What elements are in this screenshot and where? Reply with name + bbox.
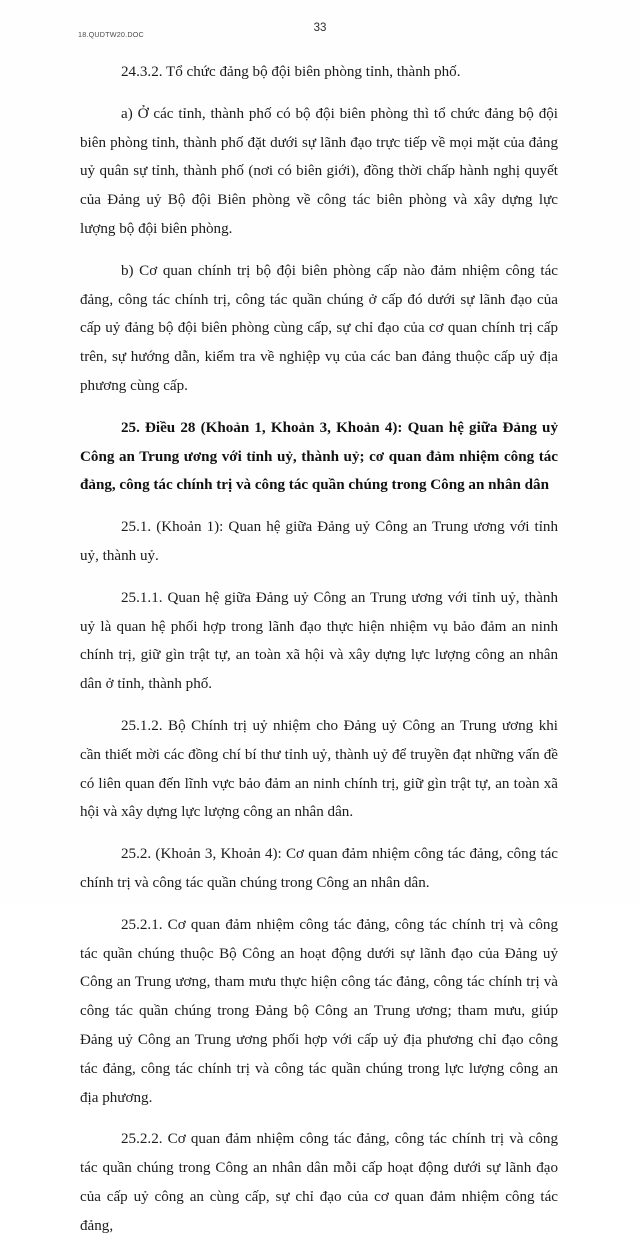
paragraph-24-3-2: 24.3.2. Tổ chức đảng bộ đội biên phòng tỉnh, thành phố. — [121, 64, 461, 80]
page-number-label: 33 — [313, 22, 327, 34]
paragraph-25-2-2: 25.2.2. Cơ quan đảm nhiệm công tác đảng, công tác chính trị và công tác quần chúng trong Công an nhân dân mỗi cấp hoạt động dưới sự lãnh đạo của cấp uỷ công an cùng cấp, sự chỉ đạo của cơ quan đảm nhiệm công tác đảng, — [80, 1131, 558, 1234]
document-code-label: 18.QUDTW20.DOC — [78, 30, 144, 39]
paragraph-25-1-1: 25.1.1. Quan hệ giữa Đảng uỷ Công an Trung ương với tỉnh uỷ, thành uỷ là quan hệ phối hợp trong lãnh đạo thực hiện nhiệm vụ bảo đảm an ninh chính trị, giữ gìn trật tự, an toàn xã hội và xây dựng lực lượng công an nhân dân ở tỉnh, thành phố. — [80, 589, 558, 693]
paragraph-25-2-1: 25.2.1. Cơ quan đảm nhiệm công tác đảng, công tác chính trị và công tác quần chúng thuộc Bộ Công an hoạt động dưới sự lãnh đạo của Đảng uỷ Công an Trung ương, tham mưu thực hiện công tác đảng, công tác chính trị và công tác quần chúng trong Đảng bộ Công an Trung ương; tham mưu, giúp Đảng uỷ Công an Trung ương phối hợp với cấp uỷ địa phương chỉ đạo công tác đảng, công tác chính trị và công tác quần chúng trong lực lượng công an địa phương. — [80, 916, 558, 1106]
paragraph-25-1: 25.1. (Khoản 1): Quan hệ giữa Đảng uỷ Công an Trung ương với tỉnh uỷ, thành uỷ. — [80, 519, 558, 564]
page-header — [0, 22, 640, 46]
paragraph-24-3-2-b: b) Cơ quan chính trị bộ đội biên phòng cấp nào đảm nhiệm công tác đảng, công tác chính trị, công tác quần chúng ở cấp đó dưới sự lãnh đạo của cấp uỷ đảng bộ đội biên phòng cùng cấp, sự chỉ đạo của cơ quan chính trị cấp trên, sự hướng dẫn, kiểm tra về nghiệp vụ của các ban đảng thuộc cấp uỷ địa phương cùng cấp. — [80, 262, 558, 394]
document-body — [80, 58, 558, 1240]
paragraph-24-3-2-a: a) Ở các tỉnh, thành phố có bộ đội biên phòng thì tổ chức đảng bộ đội biên phòng tỉnh, thành phố đặt dưới sự lãnh đạo trực tiếp về mọi mặt của đảng uỷ quân sự tỉnh, thành phố (nơi có biên giới), đồng thời chấp hành nghị quyết của Đảng uỷ Bộ đội Biên phòng về công tác biên phòng và xây dựng lực lượng bộ đội biên phòng. — [80, 105, 558, 237]
paragraph-25-2: 25.2. (Khoản 3, Khoản 4): Cơ quan đảm nhiệm công tác đảng, công tác chính trị và công tác quần chúng trong Công an nhân dân. — [80, 846, 558, 891]
paragraph-25-1-2: 25.1.2. Bộ Chính trị uỷ nhiệm cho Đảng uỷ Công an Trung ương khi cần thiết mời các đồng chí bí thư tỉnh uỷ, thành uỷ để truyền đạt những vấn đề có liên quan đến lĩnh vực bảo đảm an ninh chính trị, giữ gìn trật tự, an toàn xã hội và xây dựng lực lượng công an nhân dân. — [80, 717, 558, 821]
section-heading-25: 25. Điều 28 (Khoản 1, Khoản 3, Khoản 4): Quan hệ giữa Đảng uỷ Công an Trung ương với tỉnh uỷ, thành uỷ; cơ quan đảm nhiệm công tác đảng, công tác chính trị và công tác quần chúng trong Công an nhân dân — [80, 419, 558, 494]
